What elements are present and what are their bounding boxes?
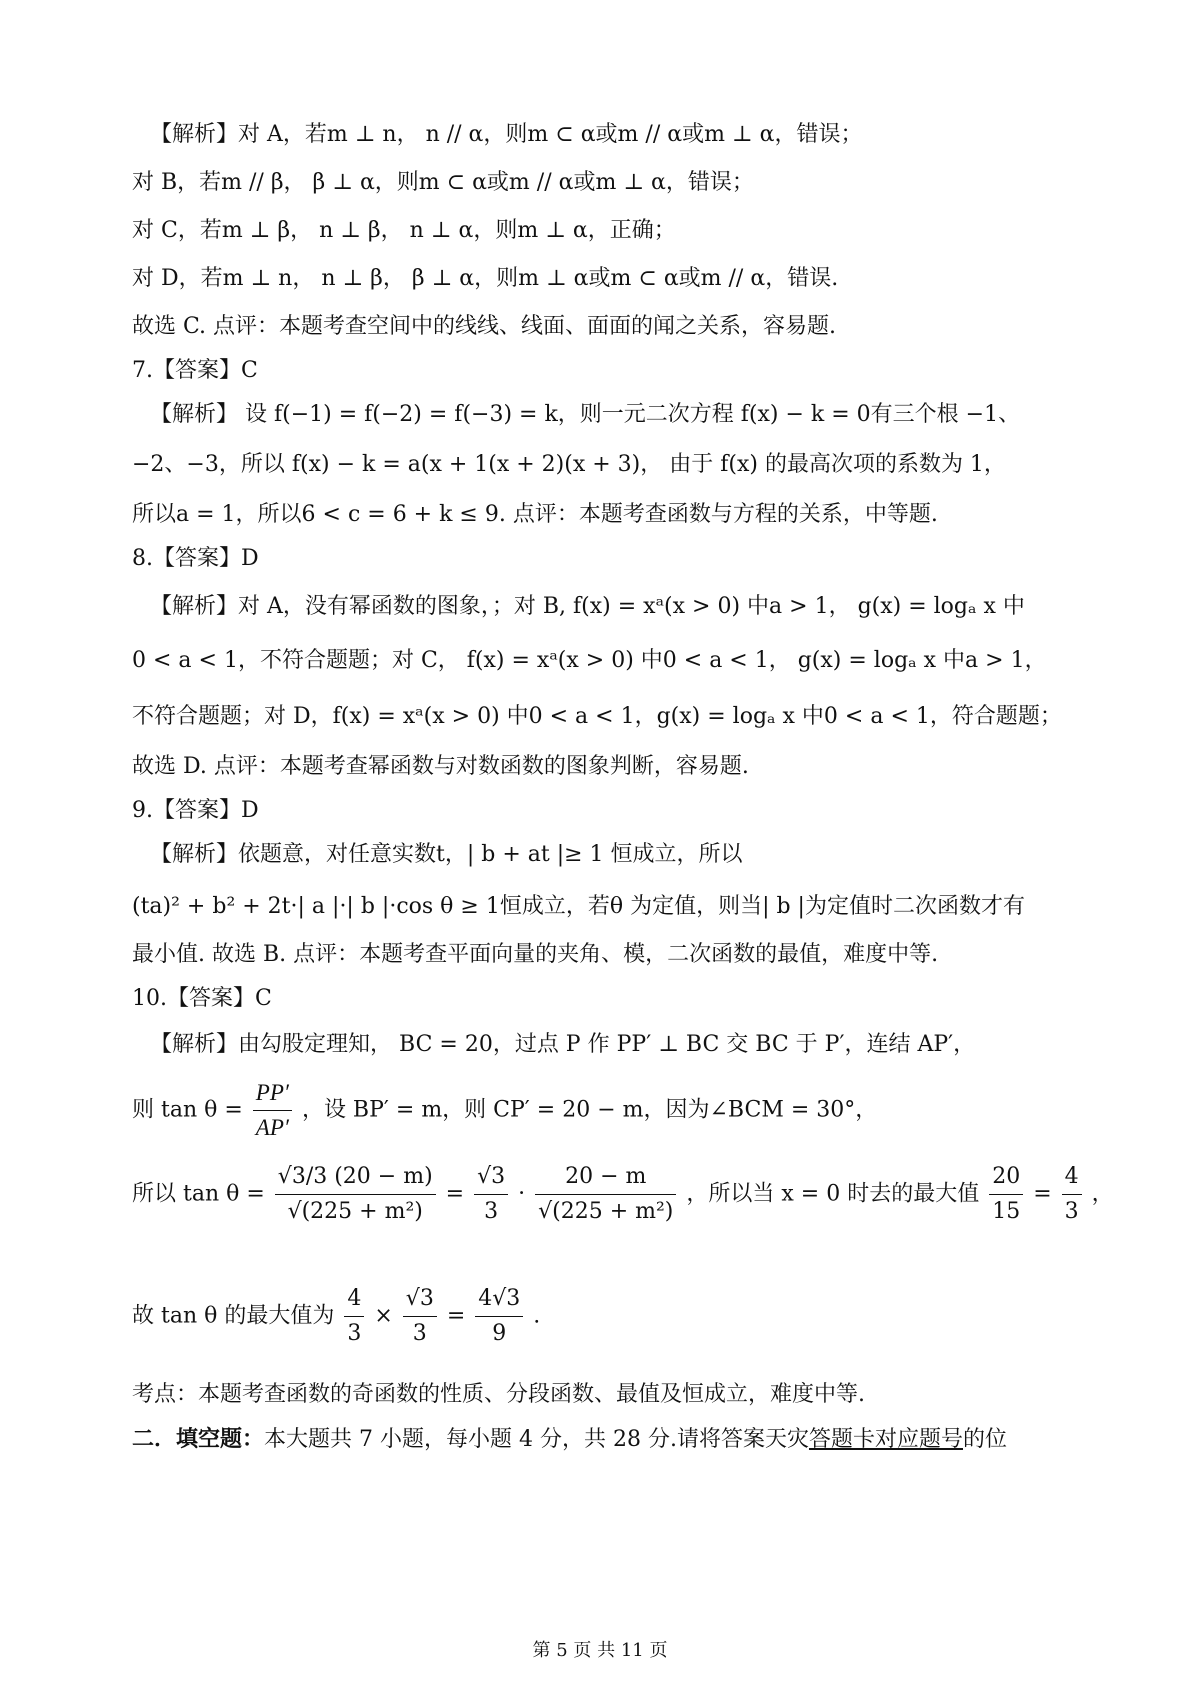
answer-heading: 9.【答案】D <box>132 798 259 823</box>
times-sign: × <box>374 1303 393 1329</box>
section-heading-line <box>132 1424 1090 1455</box>
text-line: 对 D，若m ⊥ n， n ⊥ β， β ⊥ α，则m ⊥ α或m ⊂ α或m // α，错误. <box>132 266 839 291</box>
fraction-numerator: 4 <box>347 1286 362 1311</box>
text-line-max-value <box>132 1282 1090 1351</box>
text-line-tan-theta <box>132 1076 1090 1145</box>
fraction-numerator: √3/3 (20 − m) <box>277 1164 433 1189</box>
fraction-denominator: 9 <box>475 1316 523 1351</box>
text-line: 考点：本题考查函数的奇函数的性质、分段函数、最值及恒成立，难度中等. <box>132 1382 865 1407</box>
text-line: (ta)² + b² + 2t·| a |·| b |·cos θ ≥ 1恒成立，若θ 为定值，则当| b |为定值时二次函数才有 <box>132 894 1025 919</box>
fraction-numerator: √3 <box>405 1286 434 1311</box>
fraction <box>535 1160 676 1229</box>
fraction-numerator: 4 <box>1064 1164 1079 1189</box>
formula-text: 则 tan θ = <box>132 1097 243 1123</box>
fraction <box>275 1160 436 1229</box>
formula-text: ，设 BP′ = m，则 CP′ = 20 − m，因为∠BCM = 30°， <box>301 1097 878 1123</box>
formula-text: 所以 tan θ = <box>132 1181 265 1207</box>
equals-sign: = <box>445 1181 465 1207</box>
section-text: 的位 <box>962 1427 1007 1452</box>
text-line: 故选 C. 点评：本题考查空间中的线线、线面、面面的闻之关系，容易题. <box>132 314 837 339</box>
text-line: 0 < a < 1，不符合题题；对 C， f(x) = xᵃ(x > 0) 中0 < a < 1， g(x) = logₐ x 中a > 1， <box>132 648 1047 673</box>
fraction-denominator: AP′ <box>253 1110 292 1145</box>
fraction-denominator: 3 <box>474 1194 508 1229</box>
text-line: 【解析】 设 f(−1) = f(−2) = f(−3) = k，则一元二次方程 f(x) − k = 0有三个根 −1、 <box>150 402 1021 427</box>
text-line: 【解析】对 A，没有幂函数的图象，；对 B, f(x) = xᵃ(x > 0) 中a > 1， g(x) = logₐ x 中 <box>150 594 1025 619</box>
section-text: 本大题共 7 小题，每小题 4 分，共 28 分.请将答案天灾 <box>264 1427 809 1452</box>
text-line: 故选 D. 点评：本题考查幂函数与对数函数的图象判断，容易题. <box>132 754 749 779</box>
text-line: 对 C，若m ⊥ β， n ⊥ β， n ⊥ α，则m ⊥ α，正确； <box>132 218 676 243</box>
equals-sign: = <box>1033 1181 1052 1207</box>
fraction-numerator: 4√3 <box>478 1286 521 1311</box>
formula-text: ，所以当 x = 0 时去的最大值 <box>686 1181 980 1207</box>
formula-text: 故 tan θ 的最大值为 <box>132 1303 335 1329</box>
text-line: 所以a = 1，所以6 < c = 6 + k ≤ 9. 点评：本题考查函数与方程的关系，中等题. <box>132 502 938 527</box>
fraction <box>475 1282 523 1351</box>
text-line-tan-theta-expansion: 所以 tan θ = $\frac{√3/3 (20 - m)}{\text{√(225 + m²)}}$ = $\frac{√3}{3}$ · $\frac{20 - m}{\text{√(225 + m²)}}$ ，所以当 x = 0 时去的最大值 $\frac{20}{15}$ = $\frac{4}{3}$ ， <box>132 1160 1090 1229</box>
fraction-numerator: 20 <box>992 1164 1021 1189</box>
answer-heading: 10.【答案】C <box>132 986 272 1011</box>
fraction <box>1062 1160 1082 1229</box>
text-line: −2、−3，所以 f(x) − k = a(x + 1(x + 2)(x + 3)， 由于 f(x) 的最高次项的系数为 1， <box>132 452 1006 477</box>
fraction <box>989 1160 1023 1229</box>
section-heading: 二．填空题： <box>132 1426 265 1452</box>
text-line: 对 B，若m // β， β ⊥ α，则m ⊂ α或m // α或m ⊥ α，错误； <box>132 170 754 195</box>
fraction-denominator: 15 <box>989 1194 1023 1229</box>
page-footer: 第 5 页 共 11 页 <box>532 1640 668 1661</box>
text-line: 【解析】依题意，对任意实数t，| b + at |≥ 1 恒成立，所以 <box>150 842 743 867</box>
formula-text: . <box>533 1303 541 1329</box>
answer-heading: 7.【答案】C <box>132 358 258 383</box>
text-line: 最小值. 故选 B. 点评：本题考查平面向量的夹角、模，二次函数的最值，难度中等. <box>132 942 939 967</box>
fraction <box>253 1076 292 1145</box>
fraction-denominator: √(225 + m²) <box>275 1194 436 1229</box>
fraction-denominator: 3 <box>344 1316 364 1351</box>
formula-text: ， <box>1091 1181 1114 1207</box>
answer-heading: 8.【答案】D <box>132 546 259 571</box>
text-line: 【解析】由勾股定理知， BC = 20，过点 P 作 PP′ ⊥ BC 交 BC 于 P′，连结 AP′， <box>150 1032 976 1057</box>
fraction <box>344 1282 364 1351</box>
underlined-text: 答题卡对应题号 <box>808 1427 963 1452</box>
fraction <box>403 1282 437 1351</box>
text-line: 【解析】对 A，若m ⊥ n， n // α，则m ⊂ α或m // α或m ⊥ α，错误； <box>150 122 863 147</box>
fraction-denominator: 3 <box>1062 1194 1082 1229</box>
fraction-denominator: √(225 + m²) <box>535 1194 676 1229</box>
fraction-numerator: PP′ <box>255 1080 289 1105</box>
fraction-numerator: 20 − m <box>565 1164 647 1189</box>
equals-sign: = <box>446 1303 466 1329</box>
text-line: 不符合题题；对 D，f(x) = xᵃ(x > 0) 中0 < a < 1，g(x) = logₐ x 中0 < a < 1，符合题题； <box>132 704 1062 729</box>
fraction-denominator: 3 <box>403 1316 437 1351</box>
fraction <box>474 1160 508 1229</box>
fraction-numerator: √3 <box>477 1164 506 1189</box>
